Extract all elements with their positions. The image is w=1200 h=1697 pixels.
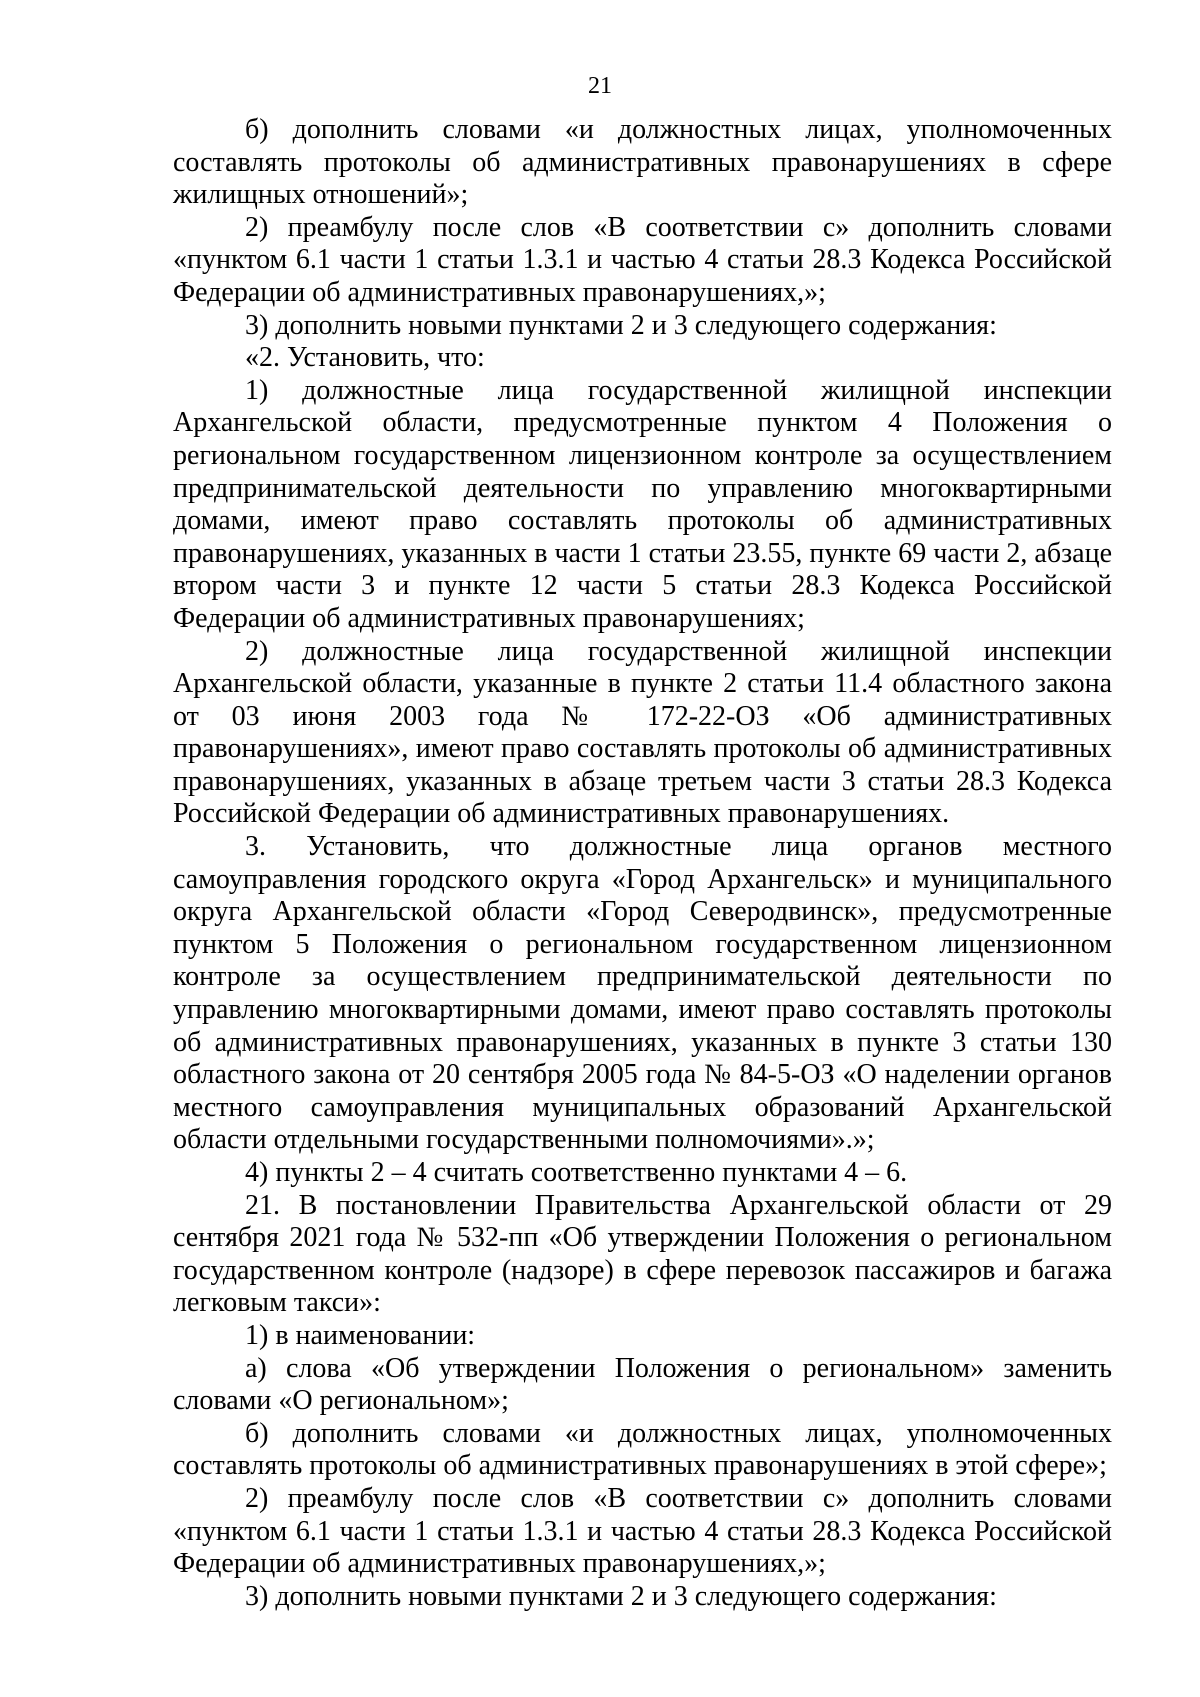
paragraph: б) дополнить словами «и должностных лицах, уполномоченных составлять протоколы об административных правонарушениях в сфере жилищных отношений»;: [173, 114, 1112, 211]
document-body: [173, 114, 1112, 1613]
paragraph: а) слова «Об утверждении Положения о региональном» заменить словами «О региональном»;: [173, 1352, 1112, 1417]
paragraph: 1) в наименовании:: [245, 1319, 476, 1351]
paragraph: 4) пункты 2 – 4 считать соответственно пунктами 4 – 6.: [245, 1157, 908, 1188]
paragraph: 21. В постановлении Правительства Архангельской области от 29 сентября 2021 года № 532-пп «Об утверждении Положения о региональном государственном контроле (надзоре) в сфере перевозок пассажиров и багажа легковым такси»:: [173, 1189, 1112, 1319]
paragraph: 3) дополнить новыми пунктами 2 и 3 следующего содержания:: [245, 1580, 997, 1612]
paragraph: 2) преамбулу после слов «В соответствии с» дополнить словами «пунктом 6.1 части 1 статьи 1.3.1 и частью 4 статьи 28.3 Кодекса Российской Федерации об административных правонарушениях,»;: [173, 1482, 1112, 1580]
paragraph: 2) должностные лица государственной жилищной инспекции Архангельской области, указанные в пункте 2 статьи 11.4 областного закона от 03 июня 2003 года № 172-22-ОЗ «Об административных правонарушениях», имеют право составлять протоколы об административных правонарушениях, указанных в абзаце третьем части 3 статьи 28.3 Кодекса Российской Федерации об административных правонарушениях.: [173, 635, 1112, 830]
paragraph: 1) должностные лица государственной жилищной инспекции Архангельской области, предусмотренные пунктом 4 Положения о региональном государственном лицензионном контроле за осуществлением предпринимательской деятельности по управлению многоквартирными домами, имеют право составлять протоколы об административных правонарушениях, указанных в части 1 статьи 23.55, пункте 69 части 2, абзаце втором части 3 и пункте 12 части 5 статьи 28.3 Кодекса Российской Федерации об административных правонарушениях;: [173, 374, 1112, 634]
paragraph: 3. Установить, что должностные лица органов местного самоуправления городского округа «Город Архангельск» и муниципального округа Архангельской области «Город Северодвинск», предусмотренные пунктом 5 Положения о региональном государственном лицензионном контроле за осуществлением предпринимательской деятельности по управлению многоквартирными домами, имеют право составлять протоколы об административных правонарушениях, указанных в пункте 3 статьи 130 областного закона от 20 сентября 2005 года № 84-5-ОЗ «О наделении органов местного самоуправления муниципальных образований Архангельской области отдельными государственными полномочиями».»;: [173, 831, 1112, 1156]
paragraph: «2. Установить, что:: [245, 342, 485, 374]
paragraph: 2) преамбулу после слов «В соответствии с» дополнить словами «пунктом 6.1 части 1 статьи 1.3.1 и частью 4 статьи 28.3 Кодекса Российской Федерации об административных правонарушениях,»;: [173, 211, 1112, 308]
paragraph: б) дополнить словами «и должностных лицах, уполномоченных составлять протоколы об административных правонарушениях в этой сфере»;: [173, 1417, 1112, 1482]
page-number: 21: [588, 73, 612, 99]
paragraph: 3) дополнить новыми пунктами 2 и 3 следующего содержания:: [245, 309, 997, 341]
